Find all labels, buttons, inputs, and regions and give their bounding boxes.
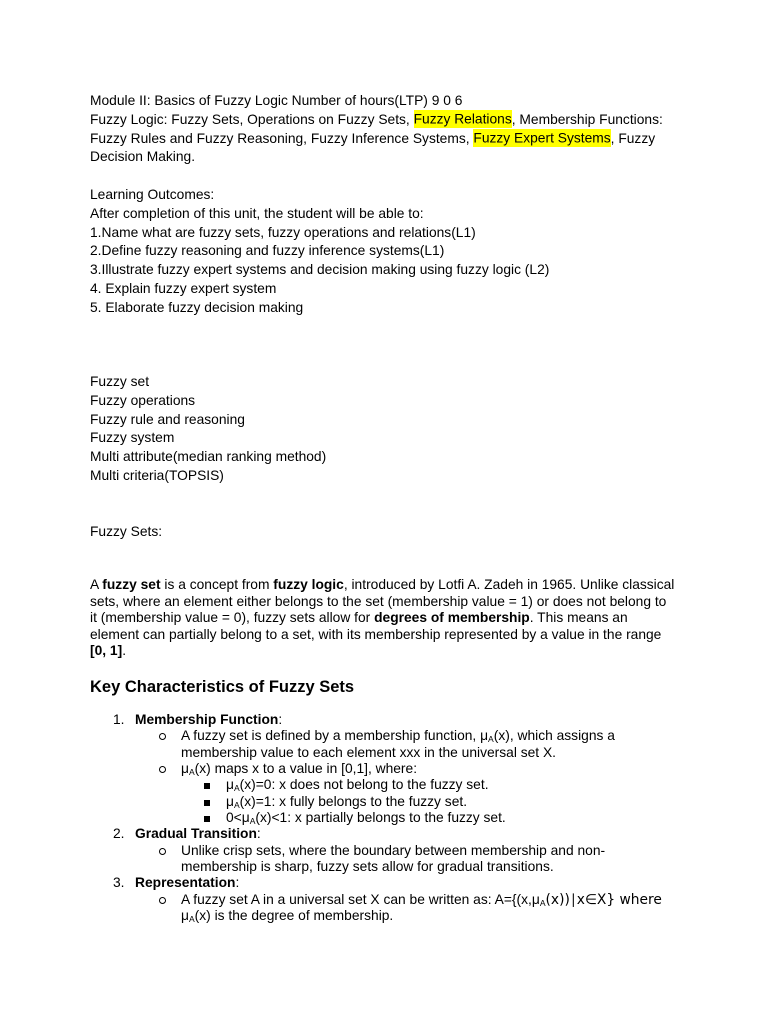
highlighted-text: Fuzzy Expert Systems bbox=[473, 130, 611, 146]
definition-line bbox=[90, 594, 690, 611]
text-run: it (membership value = 0), fuzzy sets allow for bbox=[90, 610, 375, 625]
text-run: (x), which assigns a bbox=[493, 728, 615, 744]
text-run: membership value to each element xxx in the universal set X. bbox=[181, 744, 557, 760]
outcome-item: 1.Name what are fuzzy sets, fuzzy operations and relations(L1) bbox=[90, 224, 476, 240]
text-run: . bbox=[122, 643, 127, 658]
text-run: element can partially belong to a set, with its membership represented by a value in the range bbox=[90, 626, 662, 642]
text-run: (x)=0: x does not belong to the fuzzy set. bbox=[239, 777, 489, 793]
list-number: 2. bbox=[113, 826, 125, 842]
subscript-text: A bbox=[188, 913, 195, 924]
list-item-text bbox=[135, 875, 239, 891]
filled-square-bullet-icon bbox=[204, 783, 210, 789]
module-header bbox=[90, 92, 690, 167]
sub-list-item bbox=[0, 908, 768, 924]
text-run: (x) is the degree of membership. bbox=[194, 907, 394, 923]
list-item bbox=[0, 875, 768, 891]
sub-list-item bbox=[0, 728, 768, 744]
text-run: μ bbox=[181, 907, 189, 923]
text-run: Decision Making. bbox=[90, 149, 196, 165]
list-item-text bbox=[226, 810, 506, 826]
list-item-text bbox=[135, 712, 282, 728]
list-item-title-suffix: : bbox=[235, 875, 240, 891]
text-run: A fuzzy set is defined by a membership function, μ bbox=[181, 728, 489, 744]
syllabus-line bbox=[90, 148, 690, 167]
text-run: , introduced by Lotfi A. Zadeh in 1965. Unlike classical bbox=[343, 577, 675, 592]
text-run: , Membership Functions: bbox=[511, 111, 663, 127]
sub-list-item bbox=[0, 859, 768, 875]
list-item bbox=[0, 826, 768, 842]
hollow-circle-bullet-icon bbox=[159, 766, 166, 773]
text-run: . This means an bbox=[529, 610, 628, 625]
list-item-text bbox=[226, 777, 489, 793]
sub-list-item bbox=[0, 843, 768, 859]
sub-list-item bbox=[0, 892, 768, 908]
math-text: (x))∣x∈X} where bbox=[545, 891, 662, 908]
definition-line bbox=[90, 627, 690, 644]
topics-list bbox=[90, 373, 690, 486]
subscript-text: A bbox=[488, 734, 494, 745]
list-item-text bbox=[226, 794, 467, 810]
list-number: 3. bbox=[113, 875, 125, 891]
filled-square-bullet-icon bbox=[204, 816, 210, 822]
topic-item: Fuzzy operations bbox=[90, 392, 196, 408]
text-run: sets, where an element either belongs to the set (membership value = 1) or does not belong to bbox=[90, 593, 667, 609]
sub-sub-list-item bbox=[0, 794, 768, 810]
list-item-text bbox=[135, 826, 261, 842]
list-item-text bbox=[181, 908, 393, 924]
list-number: 1. bbox=[113, 712, 125, 727]
syllabus-line bbox=[90, 111, 690, 130]
fuzzy-sets-label: Fuzzy Sets: bbox=[90, 524, 163, 539]
highlighted-text: Fuzzy Relations bbox=[413, 111, 512, 127]
list-item-title-suffix: : bbox=[278, 712, 283, 727]
list-item-title-suffix: : bbox=[256, 826, 261, 842]
list-item-title: Representation bbox=[135, 875, 236, 891]
text-run: (x) maps x to a value in [0,1], where: bbox=[194, 760, 418, 776]
list-item-text bbox=[181, 843, 605, 859]
topic-item: Fuzzy set bbox=[90, 374, 150, 389]
fuzzy-set-definition-paragraph bbox=[90, 577, 690, 660]
definition-line bbox=[90, 610, 690, 627]
list-item-text bbox=[181, 728, 615, 744]
subscript-text: A bbox=[539, 897, 546, 908]
sub-sub-list-item bbox=[0, 810, 768, 826]
topic-item: Fuzzy rule and reasoning bbox=[90, 411, 245, 427]
syllabus-line bbox=[90, 130, 690, 149]
definition-line bbox=[90, 643, 690, 660]
learning-outcomes-heading: Learning Outcomes: bbox=[90, 187, 215, 202]
subscript-text: A bbox=[233, 799, 240, 810]
bold-text: fuzzy set bbox=[102, 577, 161, 592]
outcome-item: 2.Define fuzzy reasoning and fuzzy inference systems(L1) bbox=[90, 243, 445, 259]
sub-list-item bbox=[0, 761, 768, 777]
topic-item: Multi criteria(TOPSIS) bbox=[90, 467, 224, 483]
hollow-circle-bullet-icon bbox=[159, 733, 166, 740]
list-item-title: Membership Function bbox=[135, 712, 279, 727]
list-item-text bbox=[181, 761, 417, 777]
text-run: μ bbox=[226, 777, 234, 793]
module-title: Module II: Basics of Fuzzy Logic Number of hours(LTP) 9 0 6 bbox=[90, 93, 463, 108]
learning-outcomes-list bbox=[90, 224, 690, 318]
definition-line bbox=[90, 577, 690, 594]
text-run: (x)<1: x partially belongs to the fuzzy set. bbox=[255, 809, 506, 825]
list-item bbox=[0, 712, 768, 728]
list-item-text bbox=[181, 859, 554, 875]
filled-square-bullet-icon bbox=[204, 800, 210, 806]
characteristics-list bbox=[0, 712, 768, 924]
hollow-circle-bullet-icon bbox=[159, 848, 166, 855]
list-item-text bbox=[181, 745, 556, 761]
text-run: A fuzzy set A in a universal set X can be written as: A={(x,μ bbox=[181, 891, 540, 907]
bold-text: degrees of membership bbox=[374, 610, 530, 625]
text-run: membership is sharp, fuzzy sets allow for gradual transitions. bbox=[181, 858, 554, 874]
text-run: Fuzzy Rules and Fuzzy Reasoning, Fuzzy Inference Systems, bbox=[90, 130, 474, 146]
subscript-text: A bbox=[188, 766, 195, 777]
subscript-text: A bbox=[249, 815, 256, 826]
learning-outcomes bbox=[90, 186, 690, 317]
text-run: A bbox=[90, 577, 103, 592]
outcome-item: 5. Elaborate fuzzy decision making bbox=[90, 299, 304, 315]
learning-outcomes-intro: After completion of this unit, the student will be able to: bbox=[90, 205, 424, 221]
outcome-item: 4. Explain fuzzy expert system bbox=[90, 280, 277, 296]
hollow-circle-bullet-icon bbox=[159, 897, 166, 904]
list-item-title: Gradual Transition bbox=[135, 826, 257, 842]
text-run: is a concept from bbox=[160, 577, 274, 592]
text-run: Unlike crisp sets, where the boundary between membership and non- bbox=[181, 842, 606, 858]
bold-text: [0, 1] bbox=[90, 643, 123, 658]
text-run: , Fuzzy bbox=[610, 130, 656, 146]
topic-item: Fuzzy system bbox=[90, 430, 175, 446]
list-item-text bbox=[181, 892, 662, 908]
text-run: 0<μ bbox=[226, 809, 250, 825]
outcome-item: 3.Illustrate fuzzy expert systems and decision making using fuzzy logic (L2) bbox=[90, 262, 550, 277]
sub-list-item bbox=[0, 745, 768, 761]
bold-text: fuzzy logic bbox=[273, 577, 344, 592]
text-run: Fuzzy Logic: Fuzzy Sets, Operations on Fuzzy Sets, bbox=[90, 111, 414, 127]
text-run: μ bbox=[226, 793, 234, 809]
key-characteristics-heading: Key Characteristics of Fuzzy Sets bbox=[90, 678, 355, 696]
text-run: μ bbox=[181, 760, 189, 776]
text-run: (x)=1: x fully belongs to the fuzzy set. bbox=[239, 793, 468, 809]
sub-sub-list-item bbox=[0, 777, 768, 793]
syllabus-paragraph bbox=[90, 111, 690, 167]
subscript-text: A bbox=[233, 783, 240, 794]
topic-item: Multi attribute(median ranking method) bbox=[90, 449, 327, 464]
